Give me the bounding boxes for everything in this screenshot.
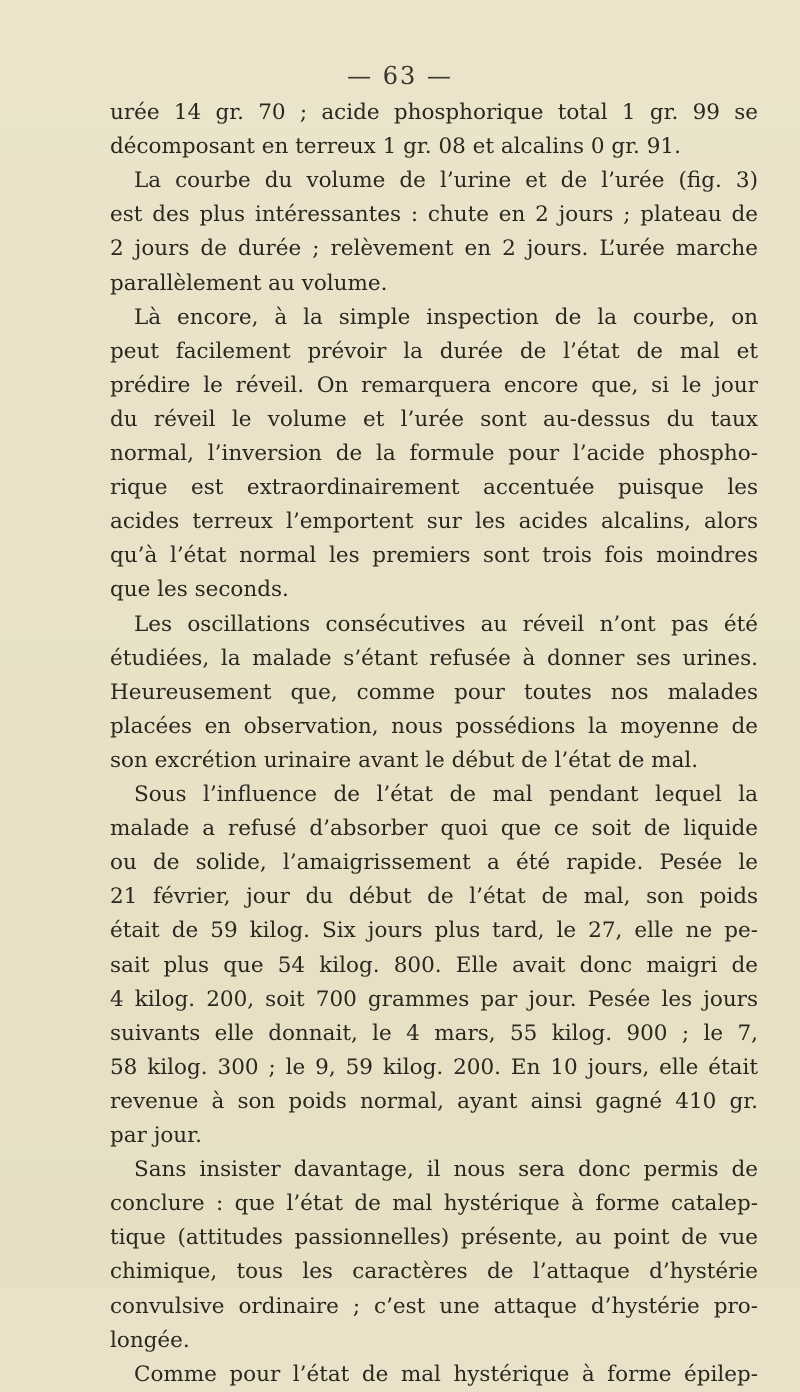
text-line: longée. <box>110 1327 190 1353</box>
text-line: était de 59 kilog. Six jours plus tard, le 27, elle ne pe- <box>110 918 758 944</box>
text-line: malade a refusé d’absorber quoi que ce soit de liquide <box>110 816 758 842</box>
text-line: Les oscillations consécutives au réveil n’ont pas été <box>134 611 758 637</box>
text-line: 58 kilog. 300 ; le 9, 59 kilog. 200. En 10 jours, elle était <box>110 1054 758 1080</box>
text-line: parallèlement au volume. <box>110 270 388 296</box>
text-line: acides terreux l’emportent sur les acides alcalins, alors <box>110 509 758 535</box>
text-line: étudiées, la malade s’étant refusée à donner ses urines. <box>110 645 758 671</box>
page-number: — 63 — <box>347 62 453 90</box>
text-line: chimique, tous les caractères de l’attaque d’hystérie <box>110 1259 758 1285</box>
text-line: Heureusement que, comme pour toutes nos malades <box>110 679 758 705</box>
text-line: placées en observation, nous possédions la moyenne de <box>110 713 758 739</box>
text-line: décomposant en terreux 1 gr. 08 et alcalins 0 gr. 91. <box>110 134 681 160</box>
text-line: rique est extraordinairement accentuée puisque les <box>110 475 758 501</box>
text-line: 4 kilog. 200, soit 700 grammes par jour. Pesée les jours <box>110 986 758 1012</box>
text-line: urée 14 gr. 70 ; acide phosphorique total 1 gr. 99 se <box>110 100 758 125</box>
text-line: convulsive ordinaire ; c’est une attaque d’hystérie pro- <box>110 1293 758 1319</box>
text-line: ou de solide, l’amaigrissement a été rapide. Pesée le <box>110 850 758 876</box>
text-line: 21 février, jour du début de l’état de mal, son poids <box>110 884 758 910</box>
text-line: sait plus que 54 kilog. 800. Elle avait donc maigri de <box>110 952 758 978</box>
text-line: revenue à son poids normal, ayant ainsi gagné 410 gr. <box>110 1088 758 1114</box>
text-line: 2 jours de durée ; relèvement en 2 jours. L’urée marche <box>110 236 758 262</box>
text-line: tique (attitudes passionnelles) présente, au point de vue <box>110 1225 758 1251</box>
text-line: prédire le réveil. On remarquera encore que, si le jour <box>110 372 758 398</box>
text-line: suivants elle donnait, le 4 mars, 55 kilog. 900 ; le 7, <box>110 1020 758 1046</box>
text-line: qu’à l’état normal les premiers sont trois fois moindres <box>110 543 758 569</box>
text-line: normal, l’inversion de la formule pour l’acide phospho- <box>110 441 758 466</box>
text-line: Là encore, à la simple inspection de la courbe, on <box>134 304 758 330</box>
text-line: Sous l’influence de l’état de mal pendant lequel la <box>134 782 758 807</box>
text-line: Sans insister davantage, il nous sera donc permis de <box>134 1157 758 1183</box>
text-line: Comme pour l’état de mal hystérique à forme épilep- <box>134 1361 758 1387</box>
text-line: son excrétion urinaire avant le début de l’état de mal. <box>110 747 699 773</box>
text-line: La courbe du volume de l’urine et de l’urée (fig. 3) <box>134 168 758 194</box>
text-line: conclure : que l’état de mal hystérique à forme catalep- <box>110 1191 758 1217</box>
text-line: que les seconds. <box>110 577 289 603</box>
text-line: peut facilement prévoir la durée de l’état de mal et <box>110 338 758 364</box>
text-line: par jour. <box>110 1123 202 1148</box>
text-line: est des plus intéressantes : chute en 2 jours ; plateau de <box>110 202 758 228</box>
text-line: du réveil le volume et l’urée sont au-dessus du taux <box>110 406 758 432</box>
